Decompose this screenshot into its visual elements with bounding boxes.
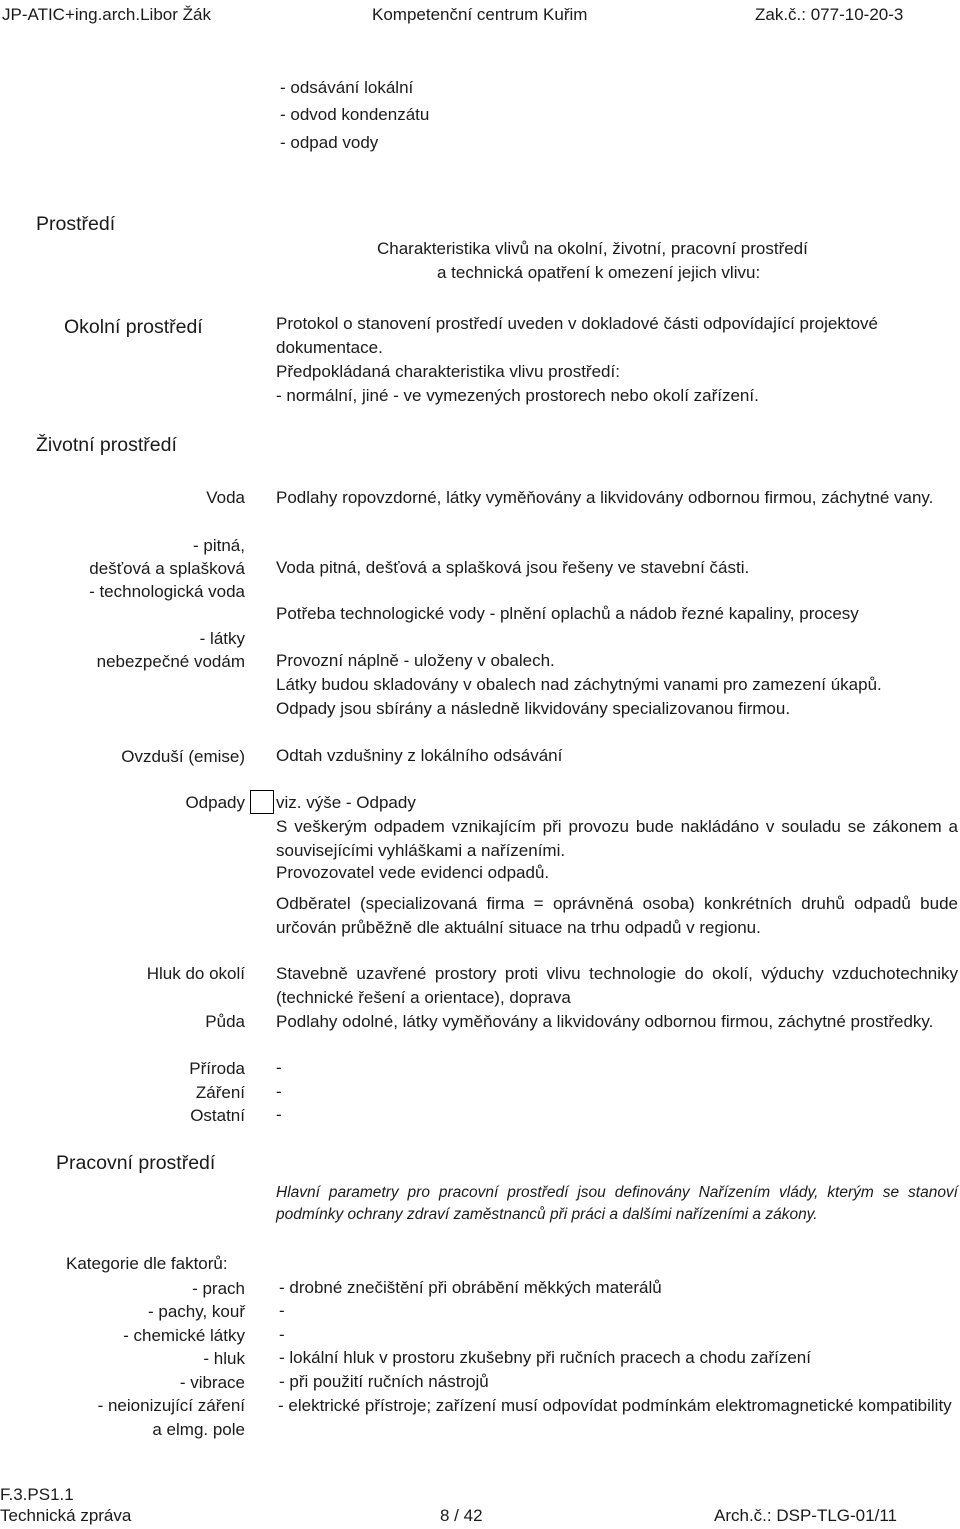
footer-code: F.3.PS1.1 xyxy=(0,1485,74,1504)
list-item: - odpad vody xyxy=(280,133,379,152)
footer-document-title: Technická zpráva xyxy=(0,1506,132,1525)
factor-label-elmg: a elmg. pole xyxy=(152,1420,245,1439)
section-heading: a technická opatření k omezení jejich vlivu: xyxy=(437,263,761,282)
factor-label-prach: - prach xyxy=(192,1279,245,1298)
section-title-zivotni: Životní prostředí xyxy=(36,434,177,456)
factor-text-hluk: - lokální hluk v prostoru zkušebny při ručních pracech a chodu zařízení xyxy=(279,1348,811,1367)
section-title-prostredi: Prostředí xyxy=(36,213,116,235)
ostatni-text: - xyxy=(276,1105,282,1124)
voda-text-pitna: Voda pitná, dešťová a splašková jsou řešeny ve stavební části. xyxy=(276,558,750,577)
factor-text-vibrace: - při použití ručních nástrojů xyxy=(279,1372,489,1391)
factor-label-neionizujici: - neionizující záření xyxy=(97,1396,245,1415)
label-voda-destova: dešťová a splašková xyxy=(89,559,245,578)
okolni-text: dokumentace. xyxy=(276,338,383,357)
footer-page-number: 8 / 42 xyxy=(440,1506,483,1525)
factor-text-pachy: - xyxy=(279,1301,285,1320)
label-ovzdusi: Ovzduší (emise) xyxy=(121,747,245,766)
okolni-text: - normální, jiné - ve vymezených prostorech nebo okolí zařízení. xyxy=(276,386,759,405)
pracovni-note: Hlavní parametry pro pracovní prostředí jsou definovány Nařízením vlády, kterým se stanoví podmínky ochrany zdraví zaměstnanců při práci a dalšími nařízeními a zákony. xyxy=(276,1184,958,1223)
label-latky: - látky xyxy=(199,629,245,648)
odpady-text: Odběratel (specializovaná firma = oprávněná osoba) konkrétních druhů odpadů bude určován průběžně dle aktuální situace na trhu odpadů v regionu. xyxy=(276,894,958,937)
label-ostatni: Ostatní xyxy=(190,1106,245,1125)
section-title-pracovni: Pracovní prostředí xyxy=(56,1152,216,1174)
zareni-text: - xyxy=(276,1082,282,1101)
label-hluk: Hluk do okolí xyxy=(146,964,245,983)
factor-label-vibrace: - vibrace xyxy=(179,1373,245,1392)
header-job-number: Zak.č.: 077-10-20-3 xyxy=(755,5,904,24)
okolni-text: Protokol o stanovení prostředí uveden v dokladové části odpovídající projektové xyxy=(276,314,878,333)
checkbox-odpady xyxy=(250,790,274,814)
label-technologicka-voda: - technologická voda xyxy=(89,582,245,601)
puda-text: Podlahy odolné, látky vyměňovány a likvidovány odbornou firmou, záchytné prostředky. xyxy=(276,1012,934,1031)
voda-text-podlahy: Podlahy ropovzdorné, látky vyměňovány a likvidovány odbornou firmou, záchytné vany. xyxy=(276,488,934,507)
okolni-text: Předpokládaná charakteristika vlivu prostředí: xyxy=(276,362,620,381)
odpady-text: Provozovatel vede evidenci odpadů. xyxy=(276,863,550,882)
factor-label-hluk: - hluk xyxy=(203,1349,245,1368)
list-item: - odvod kondenzátu xyxy=(280,105,430,124)
factor-label-chemicke: - chemické látky xyxy=(123,1326,245,1345)
label-okolni-prostredi: Okolní prostředí xyxy=(64,316,203,338)
voda-text-latky: Látky budou skladovány v obalech nad záchytnými vanami pro zamezení úkapů. xyxy=(276,675,882,694)
label-voda-pitna: - pitná, xyxy=(193,536,245,555)
label-nebezpecne-vodam: nebezpečné vodám xyxy=(96,652,245,671)
label-odpady: Odpady xyxy=(185,793,245,812)
label-kategorie: Kategorie dle faktorů: xyxy=(66,1254,228,1273)
header-client: Kompetenční centrum Kuřim xyxy=(372,5,588,24)
hluk-text: Stavebně uzavřené prostory proti vlivu technologie do okolí, výduchy vzduchotechniky (technické řešení a orientace), doprava xyxy=(276,964,958,1007)
label-priroda: Příroda xyxy=(189,1059,245,1078)
section-heading: Charakteristika vlivů na okolní, životní, pracovní prostředí xyxy=(377,239,808,258)
factor-label-pachy: - pachy, kouř xyxy=(147,1302,245,1321)
factor-text-prach: - drobné znečištění při obrábění měkkých materálů xyxy=(279,1278,662,1297)
header-project: JP-ATIC+ing.arch.Libor Žák xyxy=(2,5,211,24)
odpady-text: viz. výše - Odpady xyxy=(276,793,416,812)
list-item: - odsávání lokální xyxy=(280,78,414,97)
label-voda: Voda xyxy=(206,488,245,507)
label-zareni: Záření xyxy=(195,1083,245,1102)
voda-text-latky: Provozní náplně - uloženy v obalech. xyxy=(276,651,555,670)
priroda-text: - xyxy=(276,1058,282,1077)
odpady-text: S veškerým odpadem vznikajícím při provozu bude nakládáno v souladu se zákonem a souvisejícími vyhláškami a nařízeními. xyxy=(276,817,958,860)
voda-text-technologicka: Potřeba technologické vody - plnění oplachů a nádob řezné kapaliny, procesy xyxy=(276,604,859,623)
factor-text-chemicke: - xyxy=(279,1325,285,1344)
footer-archive-number: Arch.č.: DSP-TLG-01/11 xyxy=(714,1506,897,1525)
label-puda: Půda xyxy=(205,1012,245,1031)
ovzdusi-text: Odtah vzdušniny z lokálního odsávání xyxy=(276,746,563,765)
voda-text-latky: Odpady jsou sbírány a následně likvidovány specializovanou firmou. xyxy=(276,699,791,718)
factor-text-neionizujici: - elektrické přístroje; zařízení musí odpovídat podmínkám elektromagnetické kompatibility xyxy=(278,1396,952,1415)
